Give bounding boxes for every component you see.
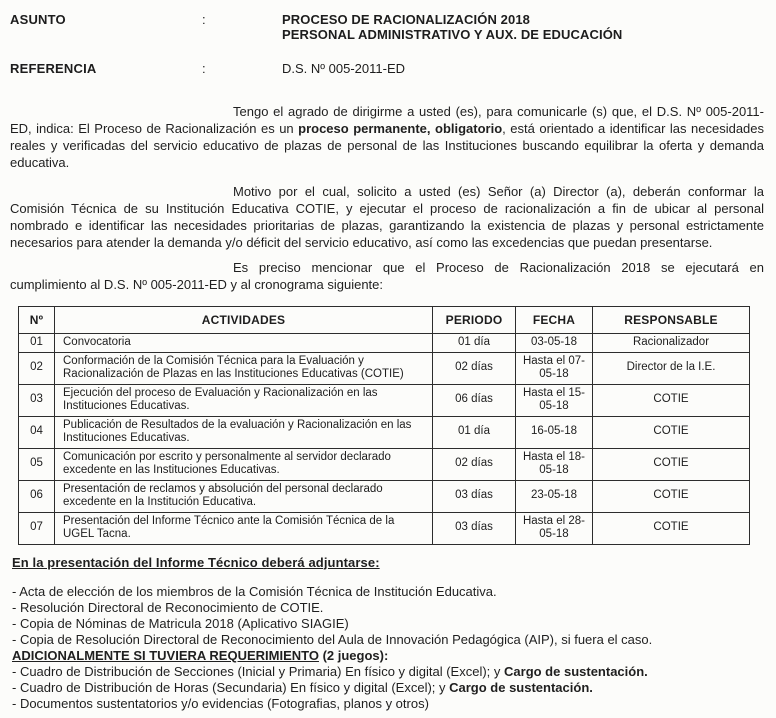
- paragraph-motivo: Motivo por el cual, solicito a usted (es) Señor (a) Director (a), deberán conformar la Comisión Técnica de su Institución Educativa COTIE, y ejecutar el proceso de racionalización a fin de ubicar al personal nombrado e identificar las necesidades prioritarias de plazas, garantizando la existencia de plazas y personal estrictamente necesarios para atender la demanda y/o déficit del servicio educativo, así como las excedencias que puedan presentarse.: [10, 184, 764, 250]
- additional-item-bold: Cargo de sustentación.: [449, 679, 593, 695]
- cell-responsable: COTIE: [593, 448, 750, 480]
- additional-requirement-item: [12, 664, 764, 680]
- table-header-row: [19, 307, 750, 334]
- attachments-heading: En la presentación del Informe Técnico deberá adjuntarse:: [12, 554, 380, 570]
- additional-requirements-heading-rest: (2 juegos):: [318, 647, 389, 663]
- paragraph-intro-pre: Tengo el agrado de dirigirme a usted (es), para comunicarle (s) que, el D.S. Nº 005-2011-ED, indica: El Proceso de Racionalización es un: [10, 104, 764, 136]
- cell-periodo: 06 días: [433, 384, 516, 416]
- asunto-colon: :: [202, 12, 206, 27]
- paragraph-intro-post: , está orientado a identificar las necesidades reales y verificadas del servicio educativo de plazas de personal de las Instituciones buscando equilibrar la oferta y demanda educativa.: [10, 121, 765, 170]
- cell-actividad: Ejecución del proceso de Evaluación y Racionalización en las Instituciones Educativas.: [55, 384, 433, 416]
- cell-responsable: COTIE: [593, 384, 750, 416]
- table-row: [19, 352, 750, 384]
- attachment-item: - Copia de Resolución Directoral de Reconocimiento del Aula de Innovación Pedagógica (AIP), si fuera el caso.: [12, 631, 653, 647]
- additional-requirements-heading: [12, 648, 764, 664]
- cell-periodo: 03 días: [433, 512, 516, 544]
- table-row: [19, 334, 750, 353]
- attachments-section: [12, 555, 764, 712]
- table-row: [19, 480, 750, 512]
- cell-fecha: 03-05-18: [516, 334, 593, 353]
- cell-periodo: 01 día: [433, 416, 516, 448]
- cell-periodo: 01 día: [433, 334, 516, 353]
- col-header-periodo: PERIODO: [433, 307, 516, 334]
- cell-periodo: 03 días: [433, 480, 516, 512]
- table-row: [19, 384, 750, 416]
- cell-actividad: Presentación del Informe Técnico ante la Comisión Técnica de la UGEL Tacna.: [55, 512, 433, 544]
- referencia-colon: :: [202, 61, 206, 76]
- cell-responsable: COTIE: [593, 480, 750, 512]
- cell-fecha: 16-05-18: [516, 416, 593, 448]
- document-header: [10, 12, 764, 76]
- paragraph-cronograma-lead: Es preciso mencionar que el Proceso de Racionalización 2018 se ejecutará en cumplimiento al D.S. Nº 005-2011-ED y al cronograma siguiente:: [10, 260, 764, 292]
- col-header-responsable: RESPONSABLE: [593, 307, 750, 334]
- cell-actividad: Publicación de Resultados de la evaluación y Racionalización en las Instituciones Educativas.: [55, 416, 433, 448]
- additional-item-text: - Cuadro de Distribución de Horas (Secundaria) En físico y digital (Excel); y: [12, 679, 450, 695]
- cell-num: 05: [19, 448, 55, 480]
- col-header-numero: Nº: [19, 307, 55, 334]
- cell-actividad: Presentación de reclamos y absolución del personal declarado excedente en la Institución Educativa.: [55, 480, 433, 512]
- cell-responsable: Racionalizador: [593, 334, 750, 353]
- asunto-value-line1: PROCESO DE RACIONALIZACIÓN 2018: [282, 12, 530, 27]
- col-header-actividades: ACTIVIDADES: [55, 307, 433, 334]
- cell-fecha: Hasta el 07-05-18: [516, 352, 593, 384]
- referencia-label: REFERENCIA: [10, 61, 97, 76]
- additional-requirement-item: [12, 680, 764, 696]
- table-row: [19, 416, 750, 448]
- cell-actividad: Comunicación por escrito y personalmente al servidor declarado excedente en las Instituciones Educativas.: [55, 448, 433, 480]
- cell-fecha: 23-05-18: [516, 480, 593, 512]
- attachment-item: - Acta de elección de los miembros de la Comisión Técnica de Institución Educativa.: [12, 583, 497, 599]
- additional-requirement-item: - Documentos sustentatorios y/o evidencias (Fotografias, planos y otros): [12, 695, 429, 711]
- cell-fecha: Hasta el 28-05-18: [516, 512, 593, 544]
- cell-num: 04: [19, 416, 55, 448]
- table-row: [19, 448, 750, 480]
- cell-fecha: Hasta el 18-05-18: [516, 448, 593, 480]
- paragraph-intro: [10, 103, 764, 171]
- cell-fecha: Hasta el 15-05-18: [516, 384, 593, 416]
- referencia-value: D.S. Nº 005-2011-ED: [282, 61, 406, 76]
- col-header-fecha: FECHA: [516, 307, 593, 334]
- cell-responsable: COTIE: [593, 416, 750, 448]
- asunto-value-line2: PERSONAL ADMINISTRATIVO Y AUX. DE EDUCACIÓN: [282, 27, 623, 42]
- table-row: [19, 512, 750, 544]
- cell-num: 01: [19, 334, 55, 353]
- additional-requirements-heading-underlined: ADICIONALMENTE SI TUVIERA REQUERIMIENTO: [12, 647, 319, 663]
- cell-num: 06: [19, 480, 55, 512]
- asunto-value: [282, 12, 764, 42]
- attachment-item: - Copia de Nóminas de Matricula 2018 (Aplicativo SIAGIE): [12, 615, 349, 631]
- cell-actividad: Convocatoria: [55, 334, 433, 353]
- additional-item-text: - Cuadro de Distribución de Secciones (Inicial y Primaria) En físico y digital (Excel); y: [12, 663, 505, 679]
- cronograma-table: [18, 306, 750, 545]
- cell-num: 07: [19, 512, 55, 544]
- cell-responsable: COTIE: [593, 512, 750, 544]
- paragraph-intro-bold: proceso permanente, obligatorio: [298, 121, 503, 136]
- cell-actividad: Conformación de la Comisión Técnica para la Evaluación y Racionalización de Plazas en las Instituciones Educativas (COTIE): [55, 352, 433, 384]
- cell-periodo: 02 días: [433, 448, 516, 480]
- cell-periodo: 02 días: [433, 352, 516, 384]
- attachment-item: - Resolución Directoral de Reconocimiento de COTIE.: [12, 599, 324, 615]
- cell-num: 03: [19, 384, 55, 416]
- additional-item-bold: Cargo de sustentación.: [504, 663, 648, 679]
- asunto-label: ASUNTO: [10, 12, 66, 27]
- cell-num: 02: [19, 352, 55, 384]
- cell-responsable: Director de la I.E.: [593, 352, 750, 384]
